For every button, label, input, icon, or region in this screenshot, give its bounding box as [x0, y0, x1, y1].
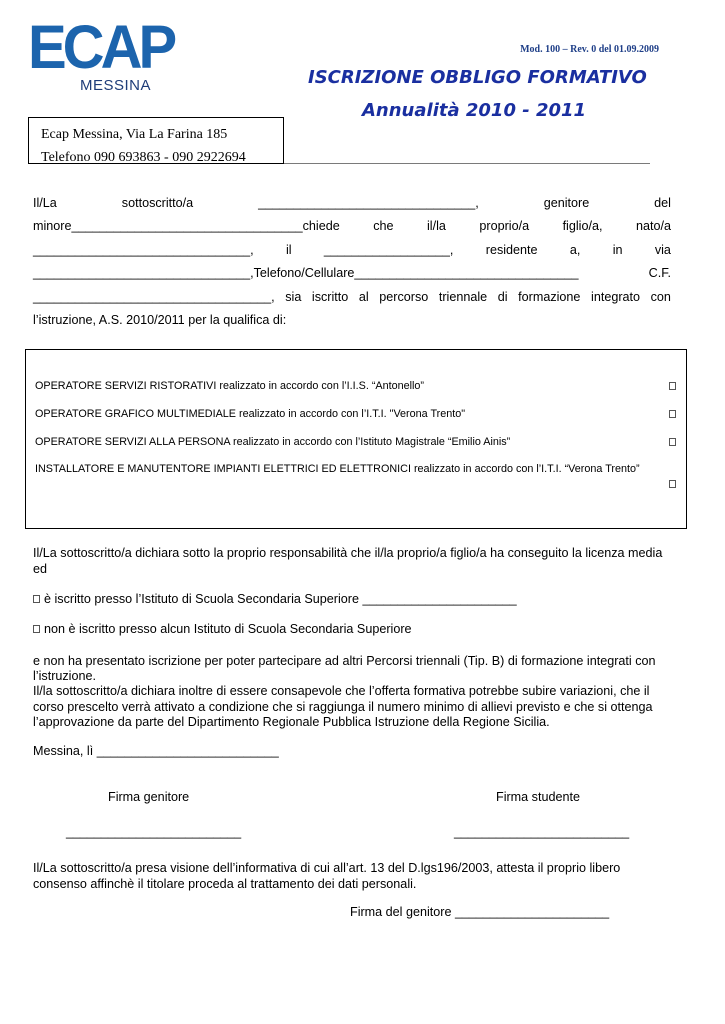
birthdate-field[interactable]: __________________, [323, 242, 454, 257]
option-not-enrolled[interactable] [33, 622, 412, 636]
intro-line-1 [33, 192, 671, 215]
intro-line-2 [33, 215, 671, 238]
word: al [358, 289, 369, 304]
word: C.F. [648, 266, 671, 281]
birthplace-field[interactable]: _______________________________, [33, 242, 254, 257]
word: triennale [438, 289, 488, 304]
word: Il/La [33, 196, 57, 210]
parent-signature-label: Firma genitore [108, 790, 190, 804]
qualification-detail: realizzato in accordo con l’I.T.I. "Verona Trento" [235, 408, 466, 420]
qualification-item [35, 407, 665, 421]
word: formazione [518, 289, 581, 304]
word: con [650, 289, 671, 304]
word: in [612, 242, 623, 257]
qualification-checkbox[interactable] [669, 382, 676, 390]
conditions-text [33, 654, 671, 730]
tax-code-field[interactable]: __________________________________, [33, 289, 275, 304]
student-signature-label: Firma studente [496, 790, 580, 804]
student-signature-field[interactable]: _________________________ [454, 825, 630, 839]
qualification-name: OPERATORE GRAFICO MULTIMEDIALE [35, 408, 236, 420]
parent-signature-field[interactable]: _________________________ [66, 825, 242, 839]
qualification-item [35, 462, 665, 476]
word: il/la [427, 219, 446, 234]
word: del [654, 196, 671, 210]
address-line: Ecap Messina, Via La Farina 185 [41, 127, 228, 142]
enrolled-checkbox[interactable] [33, 595, 40, 603]
paragraph: Il/la sottoscritto/a dichiara inoltre di essere consapevole che l’offerta formativa potrebbe subire variazioni, che il corso prescelto verrà attivato a condizione che si raggiunga il numero minimo di allievi previsto e che si ottenga l’approvazione da parte del Dipartimento Regionale Pubblica Istruzione della Regione Sicilia. [33, 684, 653, 729]
word: sottoscritto/a [121, 196, 194, 210]
qualification-checkbox[interactable] [669, 438, 676, 446]
intro-line-3 [33, 239, 671, 262]
option-label: è iscritto presso l’Istituto di Scuola Secondaria Superiore ______________________ [44, 592, 517, 606]
qualification-name: INSTALLATORE E MANUTENTORE IMPIANTI ELETTRICI ED ELETTRONICI [35, 463, 411, 475]
not-enrolled-checkbox[interactable] [33, 625, 40, 633]
word: percorso [379, 289, 429, 304]
qualification-name: OPERATORE SERVIZI RISTORATIVI [35, 380, 217, 392]
parent-consent-signature-field[interactable]: Firma del genitore ______________________ [350, 905, 610, 919]
word: iscritto [311, 289, 349, 304]
word: il [285, 242, 292, 257]
word: proprio/a [479, 219, 530, 234]
address-phone-field[interactable]: _______________________________,Telefono/Cellulare________________________________ [33, 266, 579, 281]
option-enrolled[interactable] [33, 592, 517, 606]
word: che [373, 219, 394, 234]
qualification-item [35, 435, 665, 449]
word: via [654, 242, 671, 257]
qualification-checkbox[interactable] [669, 480, 676, 488]
word: figlio/a, [562, 219, 603, 234]
privacy-consent-text: Il/La sottoscritto/a presa visione dell’informativa di cui all’art. 13 del D.lgs196/2003, attesta il proprio libero consenso affinchè il titolare proceda al trattamento dei dati personali. [33, 861, 621, 891]
word: sia [285, 289, 302, 304]
intro-line-4 [33, 262, 671, 285]
intro-line-6: l’istruzione, A.S. 2010/2011 per la qualifica di: [33, 313, 287, 328]
qualification-checkbox[interactable] [669, 410, 676, 418]
declaration-text: Il/La sottoscritto/a dichiara sotto la proprio responsabilità che il/la proprio/a figlio/a ha conseguito la licenza media ed [33, 546, 663, 576]
qualifications-box [25, 349, 687, 529]
paragraph: e non ha presentato iscrizione per poter partecipare ad altri Percorsi triennali (Tip. B) di formazione integrati con l’istruzione. [33, 654, 656, 684]
parent-name-field[interactable]: _______________________________, [258, 196, 479, 210]
word: a, [569, 242, 581, 257]
word: nato/a [635, 219, 671, 234]
option-label: non è iscritto presso alcun Istituto di Scuola Secondaria Superiore [44, 622, 412, 636]
qualification-name: OPERATORE SERVIZI ALLA PERSONA [35, 436, 231, 448]
intro-line-5 [33, 286, 671, 309]
word: genitore [543, 196, 590, 210]
word: di [497, 289, 508, 304]
academic-year: Annualità 2010 - 2011 [362, 100, 587, 121]
logo-city: MESSINA [80, 77, 152, 94]
word: residente [485, 242, 538, 257]
ecap-logo [28, 13, 174, 102]
form-revision: Mod. 100 – Rev. 0 del 01.09.2009 [520, 44, 659, 55]
document-title: ISCRIZIONE OBBLIGO FORMATIVO [308, 67, 647, 88]
phone-line: Telefono 090 693863 - 090 2922694 [41, 150, 246, 165]
header-divider [284, 163, 650, 164]
qualification-item [35, 379, 665, 393]
applicant-section [33, 192, 671, 332]
logo-brand: ECAP [28, 13, 174, 82]
word: integrato [591, 289, 641, 304]
qualification-detail: realizzato in accordo con l’Istituto Magistrale “Emilio Ainis” [230, 436, 511, 448]
qualification-detail: realizzato in accordo con l’I.T.I. “Verona Trento” [410, 463, 640, 475]
place-date-field[interactable]: Messina, lì __________________________ [33, 744, 279, 758]
minor-name-field[interactable]: minore_________________________________chiede [33, 219, 340, 234]
qualification-detail: realizzato in accordo con l’I.I.S. “Antonello” [216, 380, 425, 392]
address-box [28, 117, 284, 164]
